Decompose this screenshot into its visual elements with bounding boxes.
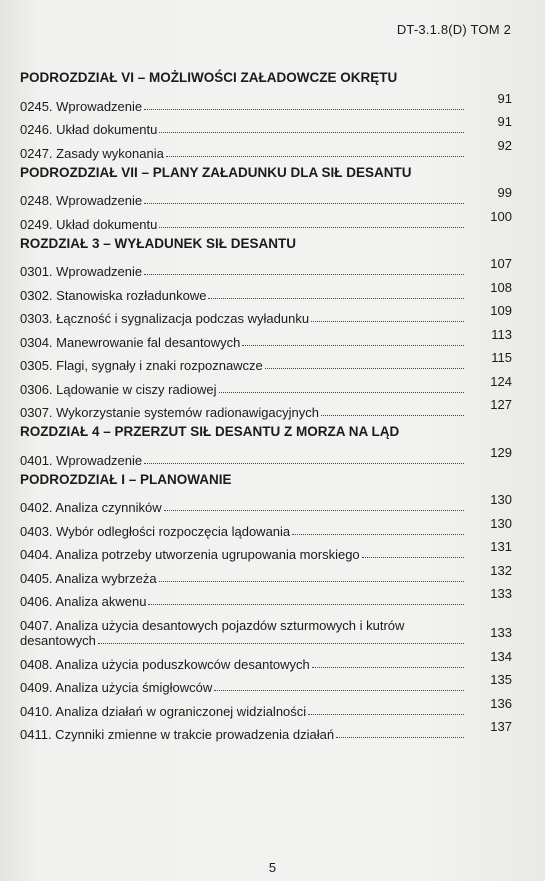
toc-entry xyxy=(20,492,512,516)
toc-entry xyxy=(20,609,512,648)
toc-entry-title: 0303. Łączność i sygnalizacja podczas wyładunku xyxy=(20,311,310,326)
toc-entry-title: 0410. Analiza działań w ograniczonej widzialności xyxy=(20,703,307,719)
dot-leader xyxy=(148,603,464,605)
dot-leader xyxy=(144,462,464,464)
dot-leader xyxy=(166,155,464,157)
toc-entry-title: 0403. Wybór odległości rozpoczęcia lądowania xyxy=(20,523,291,539)
toc-entry-page: 109 xyxy=(490,303,512,318)
dot-leader xyxy=(144,108,464,110)
toc-entry-title: 0301. Wprowadzenie xyxy=(20,264,143,279)
toc-entry xyxy=(20,185,512,209)
dot-leader xyxy=(98,642,464,644)
toc-entry-page: 127 xyxy=(490,397,512,412)
toc-entry-page: 91 xyxy=(497,90,512,106)
toc-entry-title: 0248. Wprowadzenie xyxy=(20,193,143,208)
document-id-header: DT-3.1.8(D) TOM 2 xyxy=(396,22,511,37)
dot-leader xyxy=(336,736,464,738)
toc-entry-page: 133 xyxy=(490,625,512,640)
toc-entry xyxy=(20,648,512,672)
toc-entry xyxy=(20,326,512,350)
toc-entry-page: 100 xyxy=(490,208,512,224)
toc-entry xyxy=(20,539,512,563)
dot-leader xyxy=(144,273,464,275)
toc-entry xyxy=(20,397,512,421)
toc-entry-title: 0246. Układ dokumentu xyxy=(20,122,158,137)
toc-entry xyxy=(20,373,512,397)
section-heading: ROZDZIAŁ 4 – PRZERZUT SIŁ DESANTU Z MORZA NA LĄD xyxy=(20,424,400,439)
toc-entry xyxy=(20,256,512,280)
dot-leader xyxy=(159,226,464,228)
dot-leader xyxy=(159,131,464,133)
toc-entry-title: 0302. Stanowiska rozładunkowe xyxy=(20,287,207,303)
toc-entry xyxy=(20,137,512,161)
dot-leader xyxy=(208,297,464,299)
toc-entry xyxy=(20,444,512,468)
toc-entry-page: 113 xyxy=(491,326,512,342)
dot-leader xyxy=(242,344,464,346)
toc-entry-title: 0404. Analiza potrzeby utworzenia ugrupowania morskiego xyxy=(20,547,360,562)
dot-leader xyxy=(144,202,464,204)
table-of-contents xyxy=(20,66,512,742)
toc-entry xyxy=(20,279,512,303)
dot-leader xyxy=(312,666,464,668)
toc-entry xyxy=(20,586,512,610)
toc-entry-page: 107 xyxy=(490,256,512,271)
toc-entry xyxy=(20,114,512,138)
toc-entry-page: 92 xyxy=(497,137,512,153)
section-heading: ROZDZIAŁ 3 – WYŁADUNEK SIŁ DESANTU xyxy=(20,235,297,251)
dot-leader xyxy=(164,509,464,511)
dot-leader xyxy=(311,320,464,322)
toc-entry-title: 0405. Analiza wybrzeża xyxy=(20,570,157,586)
dot-leader xyxy=(292,533,464,535)
page-number: 5 xyxy=(268,860,277,875)
toc-entry-title: 0306. Lądowanie w ciszy radiowej xyxy=(20,381,217,397)
section-heading: PODROZDZIAŁ VII – PLANY ZAŁADUNKU DLA SIŁ DESANTU xyxy=(20,164,412,180)
dot-leader xyxy=(219,391,464,393)
dot-leader xyxy=(214,689,464,691)
section-heading: PODROZDZIAŁ VI – MOŻLIWOŚCI ZAŁADOWCZE OKRĘTU xyxy=(20,70,398,85)
toc-entry xyxy=(20,515,512,539)
toc-entry-title: 0407. Analiza użycia desantowych pojazdów szturmowych i kutrów xyxy=(20,618,405,633)
toc-entry-page: 99 xyxy=(497,185,512,200)
dot-leader xyxy=(308,713,464,715)
toc-entry-page: 91 xyxy=(497,114,512,129)
toc-entry-title: 0307. Wykorzystanie systemów radionawigacyjnych xyxy=(20,405,320,420)
toc-entry-title: 0401. Wprowadzenie xyxy=(20,452,143,468)
toc-entry-page: 108 xyxy=(490,279,512,295)
toc-entry xyxy=(20,350,512,374)
toc-entry-title: 0408. Analiza użycia poduszkowców desantowych xyxy=(20,656,310,672)
toc-entry xyxy=(20,672,512,696)
toc-entry xyxy=(20,719,512,743)
toc-entry-title: 0411. Czynniki zmienne w trakcie prowadzenia działań xyxy=(20,727,335,742)
toc-entry-page: 135 xyxy=(490,672,512,687)
toc-entry-page: 134 xyxy=(490,648,512,664)
dot-leader xyxy=(362,556,464,558)
toc-entry xyxy=(20,695,512,719)
toc-entry-page: 136 xyxy=(490,695,512,711)
toc-entry-page: 137 xyxy=(490,719,512,734)
toc-entry-title: 0245. Wprowadzenie xyxy=(20,98,143,114)
toc-entry-page: 129 xyxy=(490,444,512,460)
toc-entry-page: 131 xyxy=(490,539,512,554)
toc-entry-title: 0304. Manewrowanie fal desantowych xyxy=(20,334,241,350)
toc-entry xyxy=(20,562,512,586)
toc-entry-title: 0305. Flagi, sygnały i znaki rozpoznawcze xyxy=(20,358,263,373)
toc-entry-page: 130 xyxy=(490,492,512,507)
toc-entry-title: 0402. Analiza czynników xyxy=(20,500,162,515)
toc-entry-page: 124 xyxy=(490,373,512,389)
toc-entry-page: 115 xyxy=(491,350,512,365)
toc-entry xyxy=(20,303,512,327)
dot-leader xyxy=(159,580,464,582)
toc-entry-title: 0406. Analiza akwenu xyxy=(20,594,147,609)
toc-entry-page: 132 xyxy=(490,562,512,578)
dot-leader xyxy=(321,414,464,416)
toc-entry-title-continuation: desantowych xyxy=(20,633,96,648)
toc-entry-title: 0249. Układ dokumentu xyxy=(20,216,158,232)
toc-entry xyxy=(20,90,512,114)
section-heading: PODROZDZIAŁ I – PLANOWANIE xyxy=(20,471,232,487)
toc-entry-page: 133 xyxy=(490,586,512,601)
toc-entry-page: 130 xyxy=(490,515,512,531)
toc-entry-title: 0409. Analiza użycia śmigłowców xyxy=(20,680,213,695)
toc-entry xyxy=(20,208,512,232)
toc-entry-title: 0247. Zasady wykonania xyxy=(20,145,164,161)
dot-leader xyxy=(265,367,464,369)
